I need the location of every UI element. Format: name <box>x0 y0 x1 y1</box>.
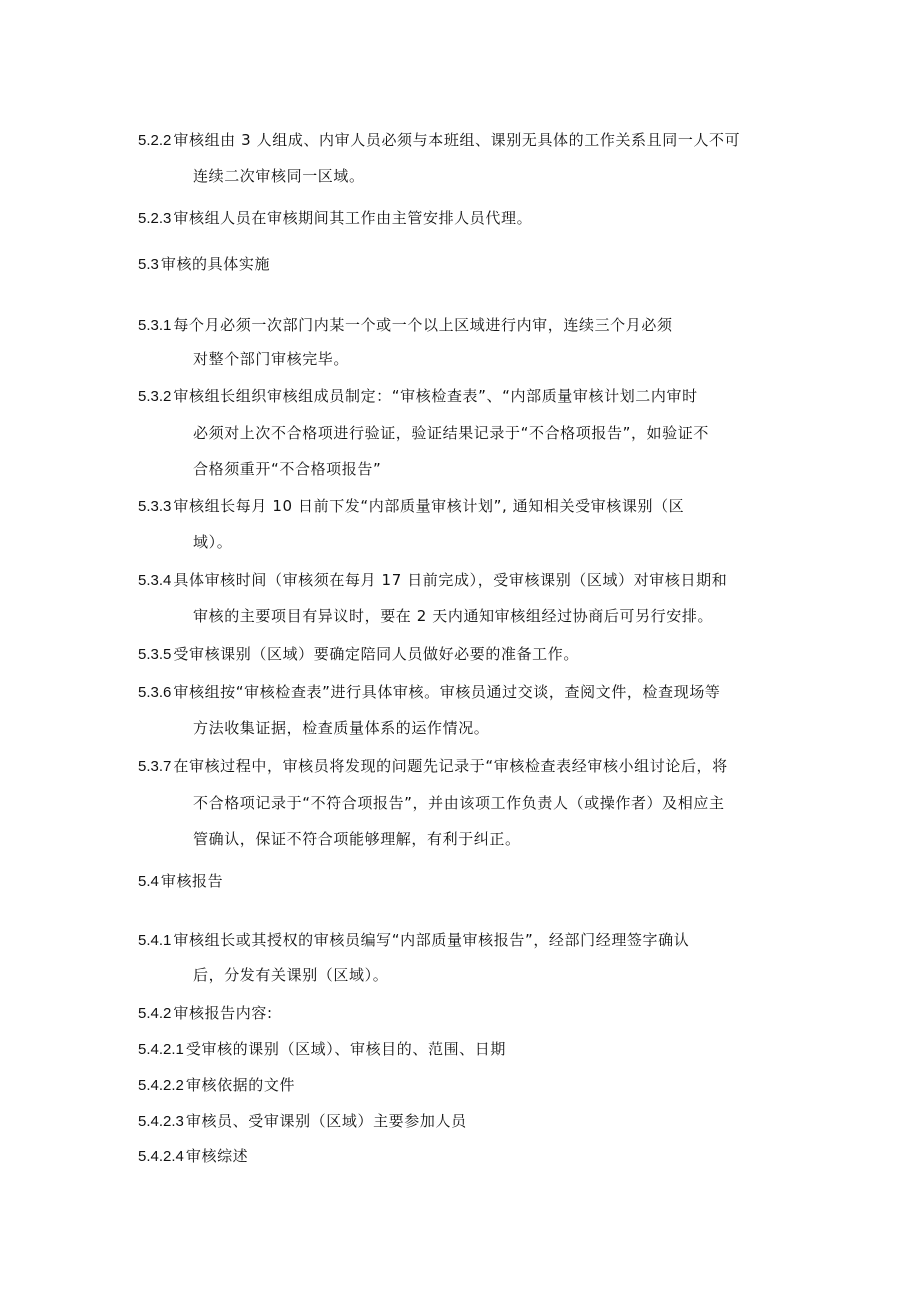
clause-text: 审核组长或其授权的审核员编写“内部质量审核报告”，经部门经理签字确认 <box>173 931 690 949</box>
paragraph-5-3-3-line-2 <box>193 532 232 552</box>
clause-text: 域）。 <box>193 533 233 551</box>
clause-number: 5.4.2 <box>138 1005 172 1022</box>
clause-text: 后，分发有关课别（区域）。 <box>193 966 389 984</box>
clause-text: 审核员、受审课别（区域）主要参加人员 <box>185 1112 467 1130</box>
clause-text: 合格须重开“不合格项报告” <box>193 460 382 478</box>
clause-text: 审核的具体实施 <box>160 255 271 273</box>
clause-text: 连续二次审核同一区域。 <box>193 167 365 185</box>
clause-number: 5.3.6 <box>138 684 172 701</box>
paragraph-5-3-2-line-3 <box>193 459 381 479</box>
paragraph-5-3-4-line-2 <box>193 606 713 626</box>
clause-number: 5.3 <box>138 256 159 273</box>
section-heading-5-4 <box>138 871 223 892</box>
clause-text: 必须对上次不合格项进行验证，验证结果记录于“不合格项报告”，如验证不 <box>193 424 709 442</box>
paragraph-5-4-2-2-line-1 <box>138 1075 295 1096</box>
paragraph-5-4-2-4-line-1 <box>138 1146 248 1167</box>
clause-number: 5.3.2 <box>138 388 172 405</box>
clause-text: 审核组长每月 10 日前下发“内部质量审核计划”, 通知相关受审核课别（区 <box>173 497 685 515</box>
section-heading-5-3 <box>138 254 270 275</box>
clause-text: 审核组人员在审核期间其工作由主管安排人员代理。 <box>173 209 533 227</box>
clause-text: 不合格项记录于“不符合项报告”，并由该项工作负责人（或操作者）及相应主 <box>193 794 725 812</box>
clause-number: 5.4 <box>138 873 159 890</box>
clause-text: 在审核过程中，审核员将发现的问题先记录于“审核检查表经审核小组讨论后，将 <box>173 757 728 775</box>
clause-number: 5.3.7 <box>138 758 172 775</box>
clause-number: 5.4.2.3 <box>138 1113 184 1130</box>
paragraph-5-3-6-line-2 <box>193 718 489 738</box>
paragraph-5-4-1-line-2 <box>193 965 388 985</box>
clause-text: 审核组由 3 人组成、内审人员必须与本班组、课别无具体的工作关系且同一人不可 <box>173 131 741 149</box>
clause-text: 审核组长组织审核组成员制定：“审核检查表”、“内部质量审核计划二内审时 <box>173 387 698 405</box>
clause-number: 5.4.2.4 <box>138 1148 184 1165</box>
clause-text: 审核综述 <box>185 1147 249 1165</box>
clause-number: 5.4.2.1 <box>138 1041 184 1058</box>
clause-number: 5.3.5 <box>138 646 172 663</box>
paragraph-5-3-7-line-2 <box>193 793 725 813</box>
clause-number: 5.2.2 <box>138 132 172 149</box>
paragraph-5-4-2-line-1 <box>138 1003 273 1024</box>
clause-number: 5.3.1 <box>138 317 172 334</box>
clause-number: 5.4.1 <box>138 932 172 949</box>
clause-number: 5.3.4 <box>138 572 172 589</box>
clause-text: 审核的主要项目有异议时，要在 2 天内通知审核组经过协商后可另行安排。 <box>193 607 714 625</box>
clause-text: 方法收集证据，检查质量体系的运作情况。 <box>193 719 490 737</box>
clause-text: 受审核课别（区域）要确定陪同人员做好必要的准备工作。 <box>173 645 579 663</box>
paragraph-5-3-7-line-1 <box>138 756 728 777</box>
paragraph-5-3-7-line-3 <box>193 829 521 849</box>
clause-text: 审核依据的文件 <box>185 1076 296 1094</box>
clause-text: 受审核的课别（区域）、审核目的、范围、日期 <box>185 1040 506 1058</box>
paragraph-5-3-6-line-1 <box>138 682 721 703</box>
paragraph-5-3-1-line-1 <box>138 315 673 336</box>
clause-number: 5.2.3 <box>138 210 172 227</box>
clause-text: 审核报告 <box>160 872 224 890</box>
clause-text: 具体审核时间（审核须在每月 17 日前完成），受审核课别（区域）对审核日期和 <box>173 571 728 589</box>
paragraph-5-4-2-3-line-1 <box>138 1111 467 1132</box>
paragraph-5-2-2-line-1 <box>138 130 740 151</box>
clause-text: 审核报告内容: <box>173 1004 273 1022</box>
clause-text: 每个月必须一次部门内某一个或一个以上区域进行内审，连续三个月必须 <box>173 316 673 334</box>
paragraph-5-3-2-line-1 <box>138 386 698 407</box>
paragraph-5-3-2-line-2 <box>193 423 709 443</box>
clause-text: 审核组按“审核检查表”进行具体审核。审核员通过交谈，查阅文件，检查现场等 <box>173 683 721 701</box>
clause-text: 对整个部门审核完毕。 <box>193 350 350 368</box>
clause-number: 5.4.2.2 <box>138 1077 184 1094</box>
paragraph-5-4-2-1-line-1 <box>138 1039 506 1060</box>
clause-text: 管确认，保证不符合项能够理解，有利于纠正。 <box>193 830 521 848</box>
paragraph-5-4-1-line-1 <box>138 930 689 951</box>
paragraph-5-3-5-line-1 <box>138 644 579 665</box>
clause-number: 5.3.3 <box>138 498 172 515</box>
paragraph-5-2-3-line-1 <box>138 208 532 229</box>
paragraph-5-2-2-line-2 <box>193 166 365 186</box>
paragraph-5-3-4-line-1 <box>138 570 727 591</box>
paragraph-5-3-1-line-2 <box>193 349 349 369</box>
paragraph-5-3-3-line-1 <box>138 496 684 517</box>
